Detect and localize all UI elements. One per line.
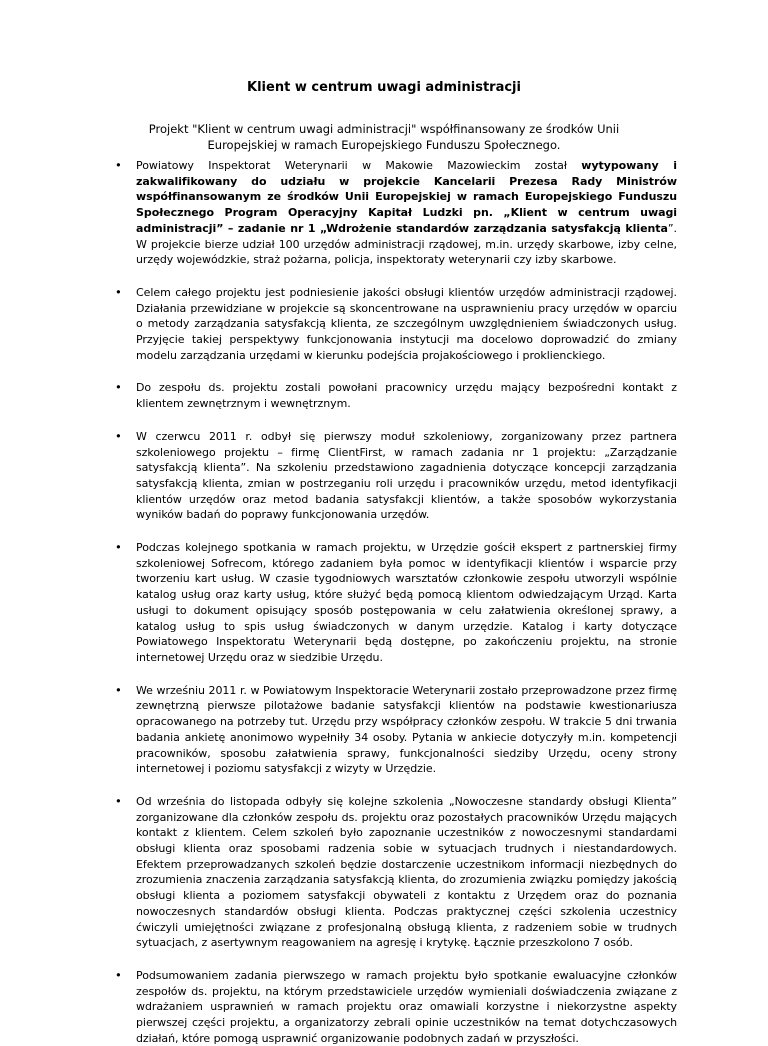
bullet-glyph: •: [115, 540, 122, 555]
paragraph-tail: ”. W projekcie bierze udział 100 urzędów administracji rządowej, m.in. urzędy skarbowe, izby celne, urzędy wojewódzkie, straż pożarna, policja, inspektoraty weterynarii czy izby skarbowe.: [136, 221, 677, 267]
list-item-text: We wrześniu 2011 r. w Powiatowym Inspektoracie Weterynarii zostało przeprowadzone przez firmę zewnętrzną pierwsze pilotażowe badanie satysfakcji klientów na podstawie kwestionariusza opracowanego na potrzeby tut. Urzędu przy współpracy członków zespołu. W trakcie 5 dni trwania badania ankietę anonimowo wypełniły 34 osoby. Pytania w ankiecie dotyczyły m.in. kompetencji pracowników, sposobu załatwienia sprawy, funkcjonalności siedziby Urzędu, oceny strony internetowej i poziomu satysfakcji z wizyty w Urzędzie.: [136, 683, 677, 776]
list-item-text: Celem całego projektu jest podniesienie jakości obsługi klientów urzędów administracji rządowej. Działania przewidziane w projekcie są skoncentrowane na usprawnieniu pracy urzędów w oparciu o metody zarządzania satysfakcją klienta, ze szczególnym uwzględnieniem świadczonych usług. Przyjęcie takiej perspektywy funkcjonowania instytucji ma docelowo doprowadzić do zmiany modelu zarządzania urzędami w kierunku podejścia projakościowego i proklienckiego.: [136, 285, 677, 362]
list-item-text: Od września do listopada odbyły się kolejne szkolenia „Nowoczesne standardy obsługi Klienta” zorganizowane dla członków zespołu ds. projektu oraz pozostałych pracowników Urzędu mających kontakt z klientem. Celem szkoleń było zapoznanie uczestników z nowoczesnymi standardami obsługi klienta oraz sposobami radzenia sobie w sytuacjach trudnych i niestandardowych. Efektem przeprowadzanych szkoleń będzie dostarczenie uczestnikom informacji niezbędnych do zrozumienia znaczenia zarządzania satysfakcją klienta, do zrozumienia związku pomiędzy jakością obsługi klienta a poziomem satysfakcji obywateli z kontaktu z Urzędem oraz do poznania nowoczesnych standardów obsługi klienta. Podczas praktycznej części szkolenia uczestnicy ćwiczyli umiejętności związane z profesjonalną obsługą klienta, z radzeniem sobie w trudnych sytuacjach, z asertywnym reagowaniem na agresję i krytykę. Łącznie przeszkolono 7 osób.: [136, 794, 677, 950]
bullet-glyph: •: [115, 793, 122, 808]
list-item-text: Podczas kolejnego spotkania w ramach projektu, w Urzędzie gościł ekspert z partnerskiej firmy szkoleniowej Sofrecom, którego zadaniem była pomoc w identyfikacji klientów i wsparcie przy tworzeniu kart usług. W czasie tygodniowych warsztatów członkowie zespołu utworzyli wspólnie katalog usług oraz karty usług, które służyć będą pomocą klientom odwiedzającym Urząd. Karta usługi to dokument opisujący sposób postępowania w celu załatwienia określonej sprawy, a katalog usług to spis usług świadczonych w danym urzędzie. Katalog i karty dotyczące Powiatowego Inspektoratu Weterynarii będą dostępne, po zakończeniu projektu, na stronie internetowej Urzędu oraz w siedzibie Urzędu.: [136, 541, 677, 664]
paragraph-bold-text: wytypowany i zakwalifikowany do udziału w projekcie Kancelarii Prezesa Rady Ministrów współfinansowanym ze środków Unii Europejskiej w ramach Europejskiego Funduszu Społecznego Program Operacyjny Kapitał Ludzki pn. „Klient w centrum uwagi administracji” – zadanie nr 1 „Wdrożenie standardów zarządzania satysfakcją klienta: [136, 159, 677, 235]
paragraph-lead: Powiatowy Inspektorat Weterynarii w Makowie Mazowieckim został: [136, 159, 582, 172]
list-item-text: Do zespołu ds. projektu zostali powołani pracownicy urzędu mający bezpośredni kontakt z klientem zewnętrznym i wewnętrznym.: [136, 381, 677, 411]
list-item-text: W czerwcu 2011 r. odbył się pierwszy moduł szkoleniowy, zorganizowany przez partnera szkoleniowego projektu – firmę ClientFirst, w ramach zadania nr 1 projektu: „Zarządzanie satysfakcją klienta”. Na szkoleniu przedstawiono zagadnienia dotyczące koncepcji zarządzania satysfakcją klienta, zmian w postrzeganiu roli urzędu i pracowników urzędu, metod identyfikacji klientów urzędów oraz metod badania satysfakcji klientów, a także sposobów wykorzystania wyników badań do poprawy funkcjonowania urzędów.: [136, 429, 677, 522]
document-title: Klient w centrum uwagi administracji: [247, 80, 521, 95]
bullet-glyph: •: [115, 967, 122, 982]
bullet-glyph: •: [115, 158, 122, 172]
bullet-glyph: •: [115, 682, 122, 697]
intro-paragraph: Projekt "Klient w centrum uwagi administracji" współfinansowany ze środków Unii Europejskiej w ramach Europejskiego Funduszu Społecznego.: [148, 122, 620, 152]
bullet-glyph: •: [115, 380, 122, 395]
list-item-text: Podsumowaniem zadania pierwszego w ramach projektu było spotkanie ewaluacyjne członków zespołów ds. projektu, na którym przedstawiciele urzędów wymieniali doświadczenia związane z wdrażaniem usprawnień w ramach projektu oraz omawiali korzystne i niekorzystne aspekty pierwszej części projektu, a organizatorzy zebrali opinie uczestników na temat dotychczasowych działań, które pomogą usprawnić organizowanie podobnych zadań w przyszłości.: [136, 968, 677, 1045]
bullet-glyph: •: [115, 284, 122, 299]
list-item-text: [136, 158, 677, 268]
bullet-glyph: •: [115, 428, 122, 443]
